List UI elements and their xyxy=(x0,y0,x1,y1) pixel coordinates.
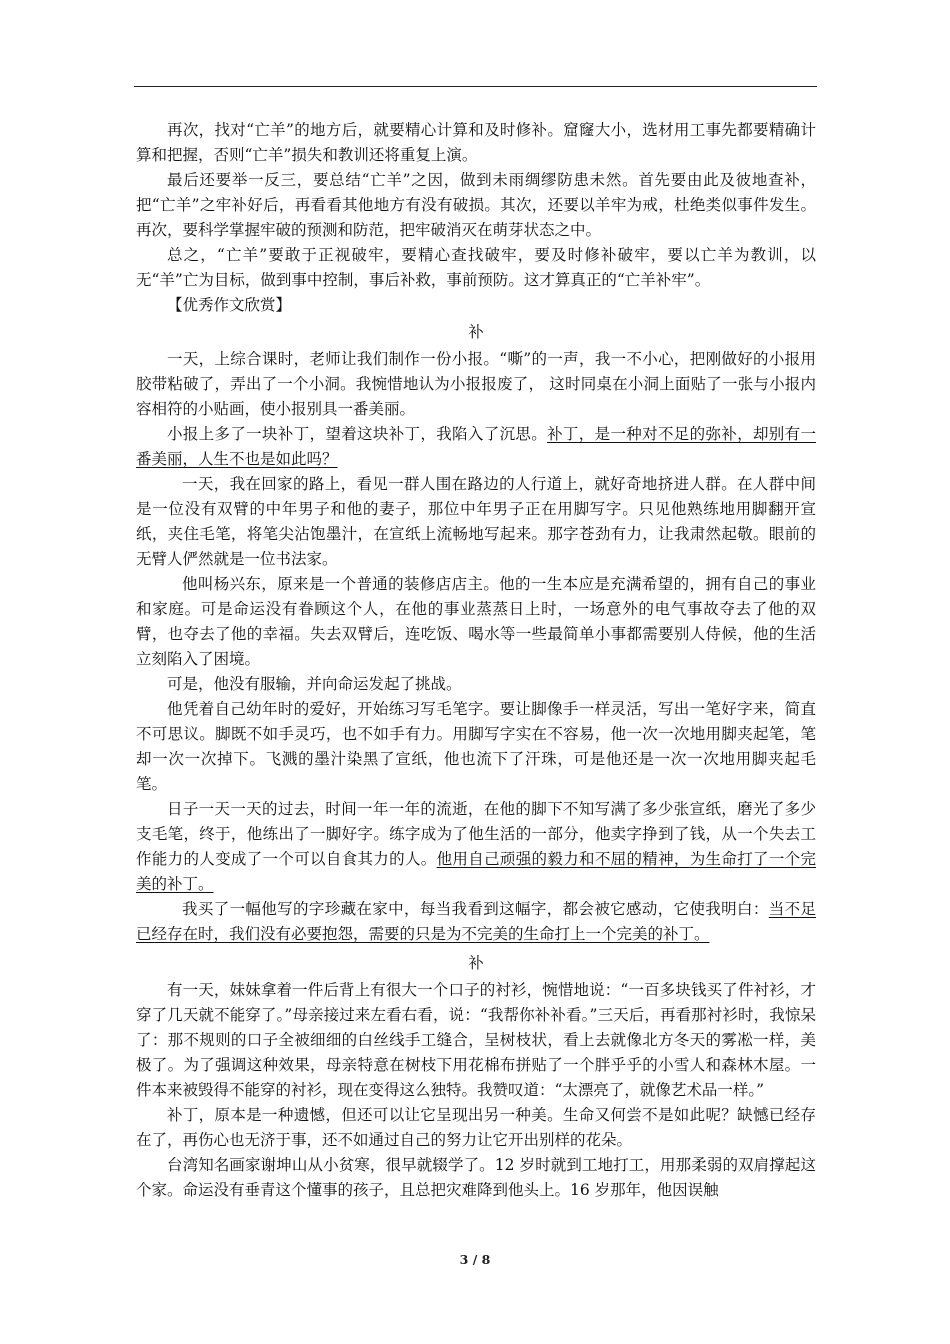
paragraph: 一天，上综合课时，老师让我们制作一份小报。“嘶”的一声，我一不小心，把刚做好的小报用胶带粘破了，弄出了一个小洞。我惋惜地认为小报报废了， 这时同桌在小洞上面贴了一张与小报内容相符的小贴画，使小报别具一番美丽。 xyxy=(136,350,816,418)
paragraph: 他叫杨兴东，原来是一个普通的装修店店主。他的一生本应是充满希望的，拥有自己的事业和家庭。可是命运没有眷顾这个人，在他的事业蒸蒸日上时，一场意外的电气事故夺去了他的双臂，也夺去了他的幸福。失去双臂后，连吃饭、喝水等一些最简单小事都需要别人侍候，他的生活立刻陷入了困境。 xyxy=(136,575,816,668)
paragraph: 可是，他没有服输，并向命运发起了挑战。 xyxy=(167,675,462,693)
essay-title: 补 xyxy=(468,323,484,341)
paragraph: 总之，“亡羊”要敢于正视破牢，要精心查找破牢，要及时修补破牢，要以亡羊为教训，以无“羊”亡为目标，做到事中控制，事后补救，事前预防。这才算真正的“亡羊补牢”。 xyxy=(136,246,816,289)
paragraph: 他凭着自己幼年时的爱好，开始练习写毛笔字。要让脚像手一样灵活，写出一笔好字来，简直不可思议。脚既不如手灵巧，也不如手有力。用脚写字实在不容易，他一次一次地用脚夹起笔，笔却一次一次掉下。飞溅的墨汁染黑了宣纸，他也流下了汗珠，可是他还是一次一次地用脚夹起毛笔。 xyxy=(136,700,816,793)
paragraph: 一天，我在回家的路上，看见一群人围在路边的人行道上，就好奇地挤进人群。在人群中间是一位没有双臂的中年男子和他的妻子，那位中年男子正在用脚写字。只见他熟练地用脚翻开宣纸，夹住毛笔，将笔尖沾饱墨汁，在宣纸上流畅地写起来。那字苍劲有力，让我肃然起敬。眼前的无臂人俨然就是一位书法家。 xyxy=(136,475,816,568)
paragraph xyxy=(136,422,816,472)
paragraph xyxy=(136,797,816,897)
underlined-sentence: 当不足已经存在时，我们没有必要抱怨，需要的只是为不完美的生命打上一个完美的补丁。 xyxy=(136,900,816,943)
page-number: 3 / 8 xyxy=(459,1252,491,1267)
paragraph: 再次，找对“亡羊”的地方后，就要精心计算和及时修补。窟窿大小，选材用工事先都要精确计算和把握，否则“亡羊”损失和教训还将重复上演。 xyxy=(136,121,816,164)
paragraph xyxy=(136,897,816,947)
underlined-sentence: 他用自己顽强的毅力和不屈的精神，为生命打了一个完美的补丁。 xyxy=(136,850,816,893)
paragraph: 有一天，妹妹拿着一件后背上有很大一个口子的衬衫，惋惜地说：“一百多块钱买了件衬衫，才穿了几天就不能穿了。”母亲接过来左看右看，说：“我帮你补补看。”三天后，再看那衬衫时，我惊呆了：那不规则的口子全被细细的白丝线手工缝合，呈树枝状，看上去就像北方冬天的雾凇一样，美极了。为了强调这种效果，母亲特意在树枝下用花棉布拼贴了一个胖乎乎的小雪人和森林木屋。一件本来被毁得不能穿的衬衫，现在变得这么独特。我赞叹道：“太漂亮了，就像艺术品一样。” xyxy=(136,981,816,1099)
essay-title: 补 xyxy=(468,954,484,972)
paragraph-text: 日子一天一天的过去，时间一年一年的流逝，在他的脚下不知写满了多少张宣纸，磨光了多少支毛笔，终于，他练出了一脚好字。练字成为了他生活的一部分，他卖字挣到了钱，从一个失去工作能力的人变成了一个可以自食其力的人。 xyxy=(136,800,816,868)
paragraph: 补丁，原本是一种遗憾，但还可以让它呈现出另一种美。生命又何尝不是如此呢？缺憾已经存在了，再伤心也无济于事，还不如通过自己的努力让它开出别样的花朵。 xyxy=(136,1106,816,1149)
section-heading: 【优秀作文欣赏】 xyxy=(167,296,292,314)
header-rule xyxy=(134,86,817,87)
underlined-sentence: 补丁，是一种对不足的弥补，却别有一番美丽，人生不也是如此吗？ xyxy=(136,425,816,468)
paragraph: 最后还要举一反三，要总结“亡羊”之因，做到未雨绸缪防患未然。首先要由此及彼地查补，把“亡羊”之牢补好后，再看看其他地方有没有破损。其次，还要以羊牢为戒，杜绝类似事件发生。再次，要科学掌握牢破的预测和防范，把牢破消灭在萌芽状态之中。 xyxy=(136,171,816,239)
paragraph-text: 我买了一幅他写的字珍藏在家中，每当我看到这幅字，都会被它感动，它使我明白： xyxy=(182,900,769,918)
paragraph-text: 小报上多了一块补丁，望着这块补丁，我陷入了沉思。 xyxy=(167,425,548,443)
document-body xyxy=(136,118,816,1203)
paragraph: 台湾知名画家谢坤山从小贫寒，很早就辍学了。12 岁时就到工地打工，用那柔弱的双肩撑起这个家。命运没有垂青这个懂事的孩子，且总把灾难降到他头上。16 岁那年，他因误触 xyxy=(136,1156,816,1199)
